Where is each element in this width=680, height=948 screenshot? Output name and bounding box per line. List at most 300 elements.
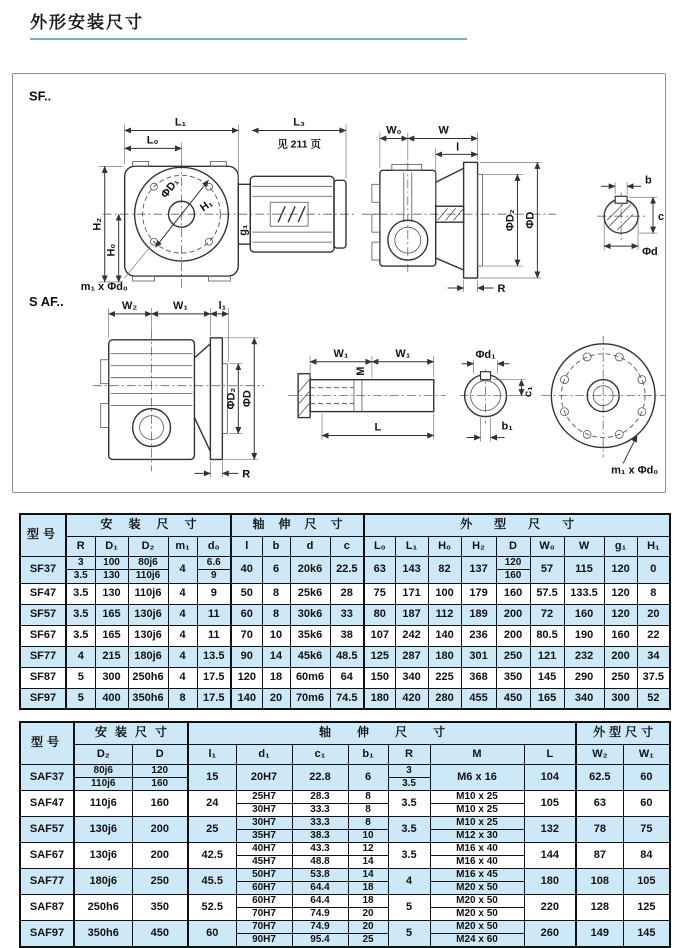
value-cell: 160 [604,625,637,646]
sf-side-view-figure [362,124,556,295]
split-value: 8 [349,817,388,830]
column-header: H₁ [637,536,670,556]
column-header: D [496,536,530,556]
split-value: 30H7 [252,803,276,815]
saf-hollow-shaft-figure [288,348,446,440]
value-cell [292,868,348,894]
split-cell [129,557,168,582]
value-cell: 90 [231,646,262,667]
split-value: M20 x 50 [456,907,498,919]
value-cell [292,842,348,868]
split-cell [237,843,292,868]
see-page-note: 见 211 页 [277,139,321,151]
column-header: L₀ [364,536,395,556]
split-value: M20 x 50 [456,881,498,893]
value-cell: 143 [395,556,428,583]
value-cell: 45.5 [188,868,236,894]
value-cell: 6 [262,556,290,583]
column-header: W₂ [576,744,623,764]
value-cell [236,842,292,868]
split-value: 120 [133,765,188,778]
column-header: R [66,536,95,556]
column-header: b₁ [348,744,388,764]
model-cell: SAF97 [20,920,74,947]
value-cell: 145 [530,667,564,688]
value-cell: 232 [564,646,604,667]
column-header: W [564,536,604,556]
split-cell [237,791,292,816]
split-value: 95.4 [310,933,330,945]
value-cell: 115 [564,556,604,583]
dim-W1-a: W₁ [173,299,188,312]
value-cell: 200 [496,604,530,625]
value-cell: 250 [132,868,188,894]
value-cell: 78 [576,816,623,842]
column-header: D₂ [128,536,168,556]
value-cell: 130 [95,583,128,604]
sf-caption: SF.. [28,88,52,104]
value-cell: 30k6 [290,604,330,625]
split-value: 38.3 [310,829,330,841]
dim-c: c [658,211,665,224]
split-value: 64.4 [293,895,348,908]
value-cell: M6 x 16 [430,764,524,790]
value-cell [236,894,292,920]
value-cell: 70m6 [290,688,330,709]
saf-flange-view-figure [93,300,264,480]
value-cell: 105 [524,790,576,816]
split-cell [349,921,388,946]
value-cell: 14 [262,646,290,667]
column-header: m₁ [168,536,197,556]
value-cell: 150 [364,667,395,688]
value-cell [236,920,292,947]
split-value: 64.4 [310,881,330,893]
split-value: M10 x 25 [431,817,524,830]
split-cell [431,843,524,868]
value-cell: 20 [262,688,290,709]
value-cell: 57 [530,556,564,583]
value-cell [292,894,348,920]
split-value: 110j6 [135,570,161,581]
value-cell: 20k6 [290,556,330,583]
value-cell: 3.5 [388,842,430,868]
split-value: 25 [362,933,374,945]
column-header: d₀ [197,536,231,556]
split-value: M10 x 25 [456,803,498,815]
value-cell: 10 [262,625,290,646]
table-row [20,790,670,816]
value-cell: 24 [188,790,236,816]
value-cell: 74.5 [330,688,364,709]
split-cell [293,843,348,868]
value-cell [236,868,292,894]
split-value: 8 [349,791,388,804]
value-cell: 171 [395,583,428,604]
value-cell: 130j6 [74,842,132,868]
group-header: 外型尺寸 [576,722,670,744]
dim-b1: b₁ [501,420,513,433]
column-header: H₂ [461,536,496,556]
value-cell: 17.5 [197,688,231,709]
model-cell: SF57 [20,604,66,625]
technical-drawing [13,74,665,492]
value-cell: 34 [637,646,670,667]
dim-m1-d0: m₁ x Φd₀ [80,280,128,293]
value-cell: 128 [576,894,623,920]
dim-L3: L₃ [293,116,306,129]
value-cell: 236 [461,625,496,646]
value-cell: 60 [231,604,262,625]
value-cell: 140 [231,688,262,709]
dim-phiD2: ΦD₂ [504,209,517,232]
value-cell: 4 [66,646,95,667]
value-cell: 20 [637,604,670,625]
column-header: L₁ [395,536,428,556]
value-cell: 63 [576,790,623,816]
value-cell: 165 [95,625,128,646]
group-header: 安装尺寸 [66,514,231,536]
column-header: D₁ [95,536,128,556]
dim-phid: Φd [642,246,658,259]
value-cell: 400 [95,688,128,709]
dim-H2: H₂ [91,217,104,231]
dim-W: W [438,124,449,137]
value-cell: 149 [576,920,623,947]
value-cell: 80.5 [530,625,564,646]
value-cell: 160 [132,790,188,816]
value-cell: 9 [197,583,231,604]
value-cell: 250h6 [74,894,132,920]
value-cell: 180j6 [74,868,132,894]
value-cell: 180 [364,688,395,709]
model-column-header: 型号 [20,722,74,764]
split-value: 110j6 [91,777,116,789]
model-column-header: 型号 [20,514,66,556]
value-cell: 340 [395,667,428,688]
value-cell: 120 [604,556,637,583]
model-cell: SF77 [20,646,66,667]
split-cell [431,817,524,842]
value-cell [388,764,430,790]
column-header: c [330,536,364,556]
value-cell: 35k6 [290,625,330,646]
value-cell: 105 [623,868,670,894]
split-value: M16 x 45 [431,869,524,882]
table-row [20,764,670,790]
value-cell: 82 [428,556,461,583]
split-value: 160 [151,777,169,789]
value-cell: 287 [395,646,428,667]
value-cell: 110j6 [128,583,168,604]
value-cell: 3.5 [388,816,430,842]
value-cell [348,842,388,868]
split-value: 3.5 [73,570,88,581]
split-cell [96,557,128,582]
column-header: M [430,744,524,764]
value-cell: 8 [262,583,290,604]
value-cell: 130j6 [128,625,168,646]
value-cell: 130j6 [128,604,168,625]
value-cell: 52.5 [188,894,236,920]
value-cell: 63 [364,556,395,583]
value-cell [236,790,292,816]
table-row [20,868,670,894]
split-value: 130 [103,570,120,581]
value-cell: 40 [231,556,262,583]
value-cell: 350 [132,894,188,920]
value-cell: 455 [461,688,496,709]
table-row [20,688,670,709]
value-cell: 4 [168,667,197,688]
split-cell [349,843,388,868]
column-header: W₁ [623,744,670,764]
value-cell: 4 [388,868,430,894]
value-cell: 130j6 [74,816,132,842]
split-value: 43.3 [293,843,348,856]
column-header: H₀ [428,536,461,556]
dim-phiD: ΦD [524,211,537,229]
value-cell: 13.5 [197,646,231,667]
dim-m1-d0-saf: m₁ x Φd₀ [611,464,659,477]
column-header: b [262,536,290,556]
value-cell: 368 [461,667,496,688]
split-cell [198,557,231,582]
value-cell: 62.5 [576,764,623,790]
value-cell: 50 [231,583,262,604]
dim-W1-c: W₁ [395,347,411,360]
value-cell [430,790,524,816]
split-value: 3 [389,765,430,778]
value-cell: 187 [395,604,428,625]
split-value: 80j6 [75,765,132,778]
split-value: 74.9 [310,907,330,919]
value-cell [430,816,524,842]
model-cell: SF47 [20,583,66,604]
value-cell: 450 [132,920,188,947]
table-row [20,842,670,868]
dim-W0: W₀ [386,124,402,137]
split-value: 3 [67,557,95,570]
value-cell [348,790,388,816]
value-cell [132,764,188,790]
value-cell: 45k6 [290,646,330,667]
split-cell [237,869,292,894]
split-value: 10 [362,829,374,841]
split-value: 35H7 [252,829,276,841]
value-cell: 179 [461,583,496,604]
dim-R-saf: R [242,468,251,481]
value-cell: 5 [388,920,430,947]
value-cell: 60 [623,764,670,790]
split-value: 20 [349,921,388,934]
value-cell: 260 [524,920,576,947]
value-cell: 22 [637,625,670,646]
dim-g1: g₁ [237,224,250,236]
value-cell [292,816,348,842]
value-cell: 280 [428,688,461,709]
model-cell: SAF37 [20,764,74,790]
value-cell: 160 [496,583,530,604]
split-cell [293,817,348,842]
model-cell: SF67 [20,625,66,646]
split-value: M20 x 50 [431,895,524,908]
split-value: 12 [349,843,388,856]
value-cell: 3.5 [388,790,430,816]
split-cell [389,765,430,790]
model-cell: SAF67 [20,842,74,868]
value-cell: 180j6 [128,646,168,667]
value-cell: 28 [330,583,364,604]
split-cell [349,817,388,842]
dim-H0: H₀ [105,243,118,257]
split-value: 14 [362,855,374,867]
dim-R: R [497,282,506,295]
value-cell: 140 [428,625,461,646]
value-cell: 350 [496,667,530,688]
dimension-drawings-panel [12,73,666,493]
value-cell: 107 [364,625,395,646]
split-cell [293,921,348,946]
split-value: 14 [349,869,388,882]
split-cell [293,895,348,920]
dim-phiD-saf: ΦD [241,390,254,408]
value-cell: 4 [168,604,197,625]
value-cell: 133.5 [564,583,604,604]
title-underline [30,38,467,40]
table-row [20,816,670,842]
value-cell [128,556,168,583]
split-value: 40H7 [237,843,292,856]
value-cell: 120 [604,583,637,604]
sf-front-view-figure [81,116,356,292]
value-cell: 4 [168,583,197,604]
value-cell [430,842,524,868]
value-cell: 100 [428,583,461,604]
split-value: 33.3 [293,817,348,830]
value-cell: 3.5 [66,625,95,646]
split-value: 28.3 [293,791,348,804]
value-cell [496,556,530,583]
column-header: D [132,744,188,764]
value-cell: 4 [168,625,197,646]
value-cell: 11 [197,604,231,625]
value-cell: 137 [461,556,496,583]
split-value: M12 x 30 [456,829,498,841]
value-cell: 4 [168,556,197,583]
split-cell [75,765,132,790]
dim-L0: L₀ [146,134,159,147]
column-header: D₂ [74,744,132,764]
sf-dimension-table [19,513,671,710]
value-cell: 5 [388,894,430,920]
split-value: 30H7 [237,817,292,830]
dim-W2: W₂ [122,299,138,312]
model-cell: SF87 [20,667,66,688]
sf-shaft-section-figure [597,174,664,258]
split-value: 60H7 [252,881,276,893]
saf-bolt-circle-figure [541,336,665,477]
split-cell [431,895,524,920]
value-cell: 8 [168,688,197,709]
column-header: d [290,536,330,556]
split-cell [237,817,292,842]
split-value: 45H7 [252,855,276,867]
value-cell: 250h6 [128,667,168,688]
split-value: 25H7 [237,791,292,804]
value-cell: 48.5 [330,646,364,667]
table-row [20,556,670,583]
split-value: 120 [497,557,530,570]
value-cell [236,816,292,842]
split-cell [237,921,292,946]
dim-phid1: Φd₁ [475,348,496,361]
table-row [20,667,670,688]
value-cell: 165 [530,688,564,709]
column-header: l₁ [188,744,236,764]
value-cell [348,868,388,894]
value-cell: 4 [168,646,197,667]
dim-c1: c₁ [522,386,535,397]
value-cell: 125 [623,894,670,920]
split-value: 100 [96,557,128,570]
value-cell: 200 [496,625,530,646]
split-value: 70H7 [252,907,276,919]
value-cell: 15 [188,764,236,790]
column-header: d₁ [236,744,292,764]
page [0,8,680,948]
table-row [20,920,670,947]
value-cell: 11 [197,625,231,646]
value-cell: 104 [524,764,576,790]
value-cell: 0 [637,556,670,583]
split-cell [293,869,348,894]
saf-caption: S AF.. [28,293,64,309]
page-title: 外形安装尺寸 [30,13,144,32]
value-cell: 18 [262,667,290,688]
value-cell: 144 [524,842,576,868]
value-cell: 290 [564,667,604,688]
value-cell [430,894,524,920]
value-cell: 121 [530,646,564,667]
value-cell [430,920,524,947]
value-cell: 17.5 [197,667,231,688]
model-cell: SF97 [20,688,66,709]
split-value: 3.5 [402,777,416,789]
value-cell: 38 [330,625,364,646]
value-cell: 112 [428,604,461,625]
value-cell: 301 [461,646,496,667]
dim-L: L [374,421,382,434]
split-cell [431,791,524,816]
value-cell: 300 [604,688,637,709]
group-header: 轴伸尺寸 [231,514,364,536]
split-cell [431,921,524,946]
value-cell: 180 [428,646,461,667]
value-cell: 145 [623,920,670,947]
split-cell [133,765,188,790]
group-header: 外型尺寸 [364,514,670,536]
value-cell: 215 [95,646,128,667]
table-row [20,646,670,667]
value-cell: 60 [188,920,236,947]
split-value: 33.3 [310,803,330,815]
value-cell: 75 [623,816,670,842]
value-cell: 25 [188,816,236,842]
value-cell: 108 [576,868,623,894]
model-cell: SAF57 [20,816,74,842]
split-value: M16 x 40 [456,855,498,867]
